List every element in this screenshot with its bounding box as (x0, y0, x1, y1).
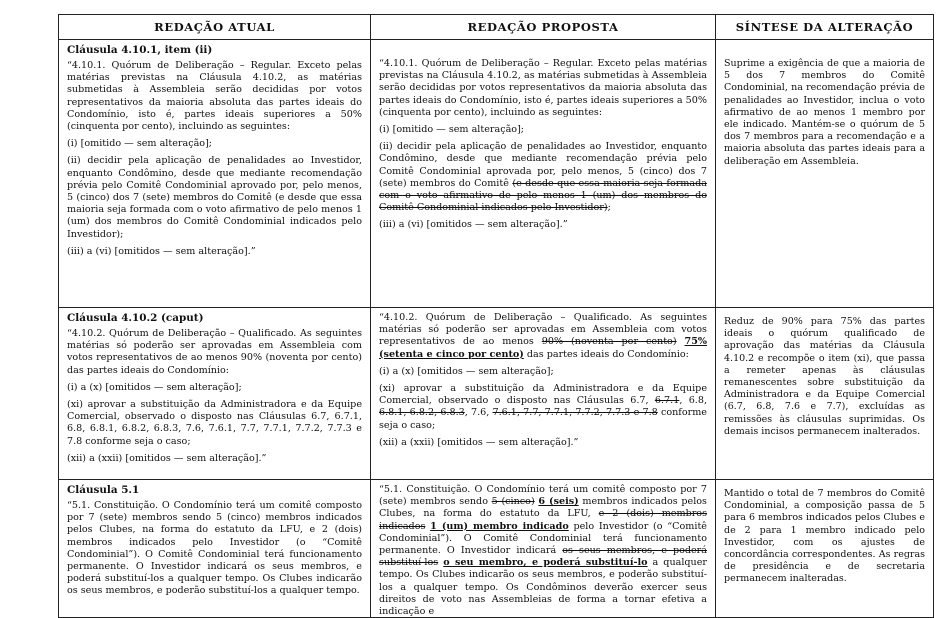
unchanged-text: “4.10.2. Quórum de Deliberação – Qualificado. As seguintes matérias só poderão ser aprovadas em Assembleia com votos representativos de ao menos (379, 312, 707, 348)
current-paragraph: (i) [omitido — sem alteração]; (67, 138, 213, 150)
current-paragraph: (xi) aprovar a substituição da Administradora e da Equipe Comercial, observado o disposto nas Cláusulas 6.7, 6.7.1, 6.8, 6.8.1, 6.8.2, 6.8.3, 7.6, 7.6.1, 7.7, 7.7.1, 7.7.2, 7.7.3 e 7.8 conforme seja o caso; (67, 399, 362, 447)
current-paragraph: (iii) a (vi) [omitidos — sem alteração].” (67, 245, 256, 257)
unchanged-text: pelo Investidor (o “Comitê Condominial”). O Comitê Condominial terá funcionamento permanente. O Investidor indicará (379, 520, 707, 557)
proposed-cell (371, 308, 716, 480)
unchanged-text: a qualquer tempo. Os Clubes indicarão os seus membros, e poderão substituí-los a qualquer tempo. Os Condôminos deverão exercer seus direitos de voto nas Assembleias de forma a tornar efetiva a indicação e (379, 557, 707, 618)
comparison-document (58, 14, 933, 618)
inserted-text: 6 (seis) (538, 496, 579, 508)
inserted-text: 75% (setenta e cinco por cento) (379, 336, 707, 360)
deleted-text: 6.8.1, 6.8.2, 6.8.3 (379, 407, 465, 419)
deleted-text: 90% (noventa por cento) (541, 336, 677, 348)
deleted-text: 5 (cinco) (491, 496, 535, 508)
unchanged-text: (xi) aprovar a substituição da Administradora e da Equipe Comercial, observado o disposto nas Cláusulas 6.7, (379, 383, 707, 407)
unchanged-text: ; (607, 202, 611, 214)
proposed-paragraph (379, 484, 707, 618)
clause-title: Cláusula 5.1 (67, 484, 140, 496)
current-paragraph: “5.1. Constituição. O Condomínio terá um comitê composto por 7 (sete) membros sendo 5 (cinco) membros indicados pelos Clubes, na forma do estatuto da LFU, e 2 (dois) membros indicados pelo Investidor (o “Comitê Condominial”). O Comitê Condominial terá funcionamento permanente. O Investidor indicará os seus membros, e poderá substituí-los a qualquer tempo. Os Clubes indicarão os seus membros, e poderão substituí-los a qualquer tempo. (67, 500, 362, 597)
unchanged-text: conforme seja o caso; (379, 407, 707, 431)
current-paragraph: “4.10.2. Quórum de Deliberação – Qualificado. As seguintes matérias só poderão ser aprovadas em Assembleia com votos representativos de ao menos 90% (noventa por cento) das partes ideais do Condomínio: (67, 328, 362, 376)
deleted-text: e 2 (dois) membros indicados (379, 508, 707, 532)
synthesis-text: Mantido o total de 7 membros do Comitê Condominial, a composição passa de 5 para 6 membros indicados pelos Clubes e de 2 para 1 membro indicado pelo Investidor, com os ajustes de concordância correspondentes. As regras de presidência e de secretaria permanecem inalteradas. (724, 488, 925, 585)
proposed-paragraph: (i) a (x) [omitidos — sem alteração]; (379, 365, 554, 377)
synthesis-cell (716, 40, 934, 308)
proposed-cell (371, 480, 716, 618)
proposed-paragraph (379, 141, 707, 214)
current-paragraph: “4.10.1. Quórum de Deliberação – Regular. Exceto pelas matérias previstas na Cláusula 4.10.2, as matérias submetidas à Assembleia serão decididas por votos representativos da maioria absoluta das partes ideais do Condomínio, isto é, partes ideais superiores a 50% (cinquenta por cento), incluindo as seguintes: (67, 60, 362, 133)
current-paragraph: (xii) a (xxii) [omitidos — sem alteração].” (67, 452, 267, 464)
current-paragraph: (i) a (x) [omitidos — sem alteração]; (67, 381, 242, 393)
header-row (59, 15, 934, 40)
comparison-table (58, 14, 934, 618)
table-row (59, 480, 934, 618)
table-row (59, 308, 934, 480)
table-row (59, 40, 934, 308)
unchanged-text: (ii) decidir pela aplicação de penalidades ao Investidor, enquanto Condômino, desde que mediante recomendação prévia pelo Comitê Condominial aprovada por, pelo menos, 5 (cinco) dos 7 (sete) membros do Comitê (379, 141, 707, 189)
current-cell (59, 480, 371, 618)
unchanged-text: das partes ideais do Condomínio: (523, 348, 689, 360)
proposed-paragraph (379, 312, 707, 361)
proposed-paragraph: (xii) a (xxii) [omitidos — sem alteração].” (379, 436, 579, 448)
clause-title: Cláusula 4.10.2 (caput) (67, 312, 204, 324)
current-cell (59, 40, 371, 308)
header-current: REDAÇÃO ATUAL (59, 15, 371, 40)
proposed-paragraph: (iii) a (vi) [omitidos — sem alteração].” (379, 219, 568, 231)
deleted-text: (e desde que essa maioria seja formada com o voto afirmativo de pelo menos 1 (um) dos membros do Comitê Condominial indicados pelo Investidor) (379, 177, 707, 214)
synthesis-text: Reduz de 90% para 75% das partes ideais o quórum qualificado de aprovação das matérias da Cláusula 4.10.2 e recompõe o item (xi), que passa a remeter apenas às cláusulas remanescentes sobre substituição da Administradora e da Equipe Comercial (6.7, 6.8, 7.6 e 7.7), excluídas as remissões às cláusulas suprimidas. Os demais incisos permanecem inalterados. (724, 316, 925, 437)
proposed-paragraph: “4.10.1. Quórum de Deliberação – Regular. Exceto pelas matérias previstas na Cláusula 4.10.2, as matérias submetidas à Assembleia serão decididas por votos representativos da maioria absoluta das partes ideais do Condomínio, isto é, partes ideais superiores a 50% (cinquenta por cento), incluindo as seguintes: (379, 58, 707, 118)
unchanged-text: , 7.6, (464, 407, 493, 419)
proposed-paragraph (379, 383, 707, 432)
synthesis-cell (716, 308, 934, 480)
deleted-text: os seus membros, e poderá substituí-los (379, 545, 707, 569)
unchanged-text: membros indicados pelos Clubes, na forma do estatuto da LFU, (379, 496, 707, 520)
inserted-text: o seu membro, e poderá substituí-lo (443, 557, 648, 569)
proposed-cell (371, 40, 716, 308)
synthesis-cell (716, 480, 934, 618)
clause-title: Cláusula 4.10.1, item (ii) (67, 44, 213, 56)
current-paragraph: (ii) decidir pela aplicação de penalidades ao Investidor, enquanto Condômino, desde que mediante recomendação prévia pelo Comitê Condominial aprovado por, pelo menos, 5 (cinco) dos 7 (sete) membros do Comitê (e desde que essa maioria seja formada com o voto afirmativo de pelo menos 1 (um) dos membros do Comitê Condominial indicados pelo Investidor); (67, 155, 362, 240)
inserted-text: 1 (um) membro indicado (430, 520, 569, 532)
deleted-text: 7.6.1, 7.7, 7.7.1, 7.7.2, 7.7.3 e 7.8 (492, 407, 658, 419)
current-cell (59, 308, 371, 480)
proposed-paragraph: (i) [omitido — sem alteração]; (379, 124, 525, 136)
synthesis-text: Suprime a exigência de que a maioria de 5 dos 7 membros do Comitê Condominial, na recomendação prévia de penalidades ao Investidor, inclua o voto afirmativo de ao menos 1 membro por ele indicado. Mantém-se o quórum de 5 dos 7 membros para a recomendação e a maioria absoluta das partes ideais para a deliberação em Assembleia. (724, 58, 925, 167)
header-proposed: REDAÇÃO PROPOSTA (371, 15, 716, 40)
unchanged-text: , 6.8, (679, 395, 708, 407)
deleted-text: 6.7.1 (654, 395, 680, 407)
header-synthesis: SÍNTESE DA ALTERAÇÃO (716, 15, 934, 40)
unchanged-text: “5.1. Constituição. O Condomínio terá um comitê composto por 7 (sete) membros sendo (379, 484, 707, 508)
